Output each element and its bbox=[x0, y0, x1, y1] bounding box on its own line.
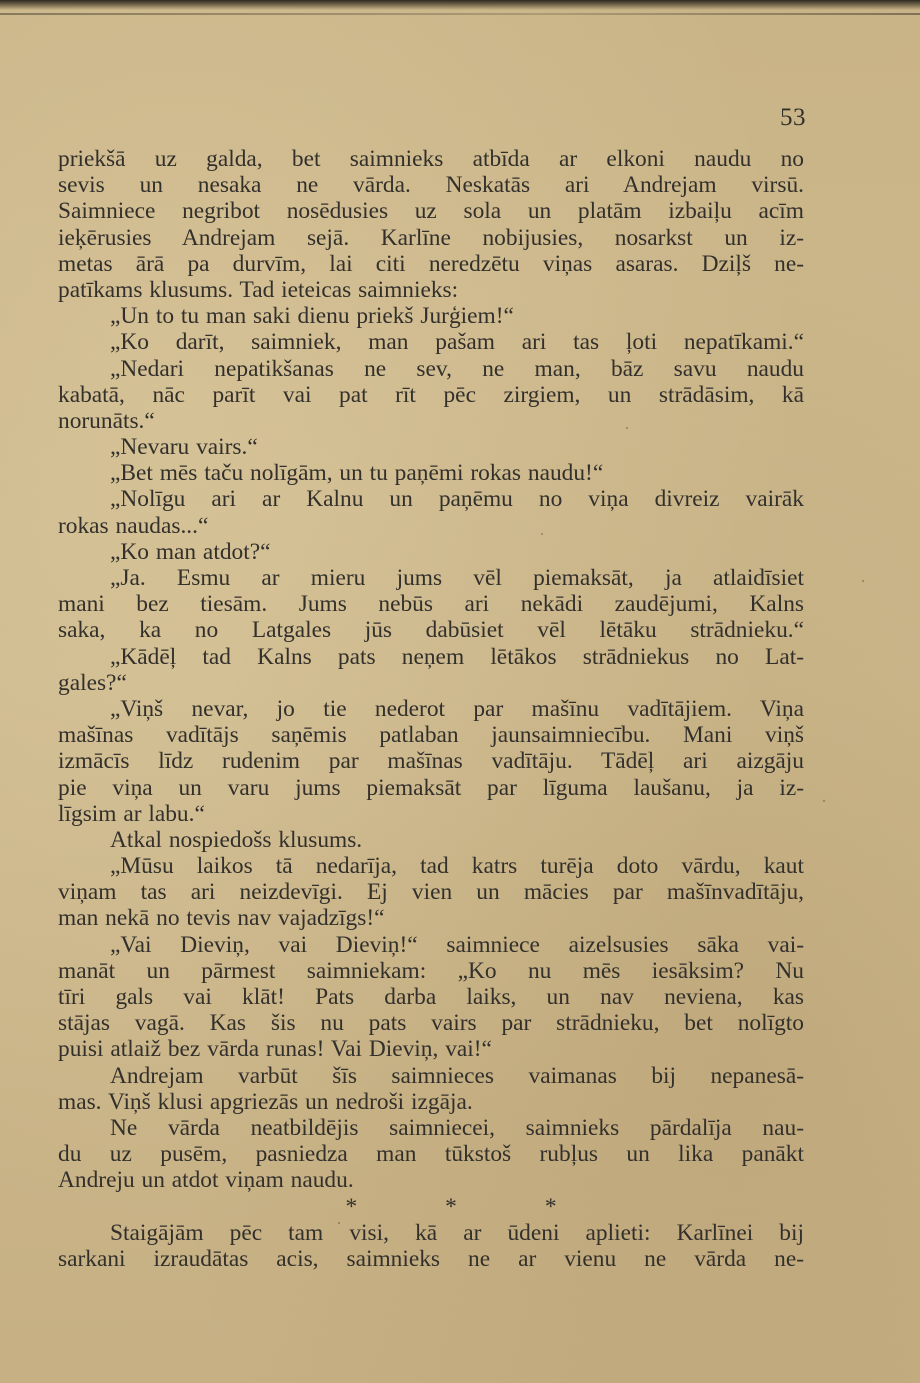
text-line: „Ko man atdot?“ bbox=[110, 538, 271, 565]
paper-speck bbox=[862, 580, 864, 582]
paper-speck bbox=[338, 1222, 340, 1224]
text-line: mani bez tiesām. Jums nebūs ari nekādi zaudējumi, Kalns bbox=[58, 591, 804, 618]
body-text bbox=[58, 146, 804, 1272]
section-separator bbox=[58, 1194, 804, 1220]
text-line: izmācīs līdz rudenim par mašīnas vadītāju. Tādēļ ari aizgāju bbox=[58, 748, 804, 775]
text-line: Ne vārda neatbildējis saimniecei, saimnieks pārdalīja nau- bbox=[110, 1114, 804, 1141]
text-line: Andrejam varbūt šīs saimnieces vaimanas bij nepanesā- bbox=[110, 1062, 804, 1089]
text-line: pie viņa un varu jums piemaksāt par līguma laušanu, ja iz- bbox=[58, 774, 804, 801]
page-top-rule bbox=[0, 13, 920, 15]
text-line: „Kādēļ tad Kalns pats neņem lētākos strādniekus no Lat- bbox=[110, 643, 804, 670]
text-line: mašīnas vadītājs saņēmis patlaban jaunsaimniecību. Mani viņš bbox=[58, 722, 804, 749]
text-line: kabatā, nāc parīt vai pat rīt pēc zirgiem, un strādāsim, kā bbox=[58, 381, 804, 408]
asterisk: * bbox=[445, 1193, 457, 1220]
text-line: sevis un nesaka ne vārda. Neskatās ari Andrejam virsū. bbox=[58, 172, 804, 199]
text-line: man nekā no tevis nav vajadzīgs!“ bbox=[58, 905, 385, 932]
paper-speck bbox=[626, 427, 628, 429]
text-line: Andreju un atdot viņam naudu. bbox=[58, 1167, 354, 1194]
text-line: „Bet mēs taču nolīgām, un tu paņēmi rokas naudu!“ bbox=[110, 460, 604, 487]
text-line: mas. Viņš klusi apgriezās un nedroši izgāja. bbox=[58, 1088, 473, 1115]
text-line: puisi atlaiž bez vārda runas! Vai Dieviņ, vai!“ bbox=[58, 1036, 492, 1063]
text-line: gales?“ bbox=[58, 669, 127, 696]
text-line: „Nedari nepatikšanas ne sev, ne man, bāz savu naudu bbox=[110, 355, 804, 382]
text-line: norunāts.“ bbox=[58, 407, 155, 434]
text-line: Saimniece negribot nosēdusies uz sola un platām izbaiļu acīm bbox=[58, 198, 804, 225]
text-line: „Ko darīt, saimniek, man pašam ari tas ļoti nepatīkami.“ bbox=[110, 329, 804, 356]
text-line: „Mūsu laikos tā nedarīja, tad katrs turēja doto vārdu, kaut bbox=[110, 853, 804, 880]
text-line: saka, ka no Latgales jūs dabūsiet vēl lētāku strādnieku.“ bbox=[58, 617, 804, 644]
text-line: du uz pusēm, pasniedza man tūkstoš rubļus un lika panākt bbox=[58, 1141, 804, 1168]
paper-speck bbox=[541, 533, 543, 535]
text-line: „Vai Dieviņ, vai Dieviņ!“ saimniece aizelsusies sāka vai- bbox=[110, 931, 804, 958]
text-line: sarkani izraudātas acis, saimnieks ne ar vienu ne vārda ne- bbox=[58, 1245, 804, 1272]
text-line: „Un to tu man saki dienu priekš Jurģiem!“ bbox=[110, 303, 514, 330]
text-line: patīkams klusums. Tad ieteicas saimnieks: bbox=[58, 276, 459, 303]
text-line: Atkal nospiedošs klusums. bbox=[110, 826, 363, 853]
text-line: viņam tas ari neizdevīgi. Ej vien un mācies par mašīnvadītāju, bbox=[58, 879, 804, 906]
text-line: ieķērusies Andrejam sejā. Karlīne nobijusies, nosarkst un iz- bbox=[58, 224, 804, 251]
paper-speck bbox=[823, 800, 825, 802]
page-top-edge bbox=[0, 0, 920, 10]
text-line: līgsim ar labu.“ bbox=[58, 800, 205, 827]
text-line: manāt un pārmest saimniekam: „Ko nu mēs iesāksim? Nu bbox=[58, 957, 804, 984]
text-line: stājas vagā. Kas šis nu pats vairs par strādnieku, bet nolīgto bbox=[58, 1010, 804, 1037]
text-line: priekšā uz galda, bet saimnieks atbīda ar elkoni naudu no bbox=[58, 146, 804, 172]
text-line: „Nolīgu ari ar Kalnu un paņēmu no viņa divreiz vairāk bbox=[110, 486, 804, 513]
text-line: metas ārā pa durvīm, lai citi neredzētu viņas asaras. Dziļš ne- bbox=[58, 250, 804, 277]
text-line: Staigājām pēc tam visi, kā ar ūdeni aplieti: Karlīnei bij bbox=[110, 1219, 804, 1246]
asterisk: * bbox=[544, 1193, 557, 1220]
text-line: rokas naudas...“ bbox=[58, 512, 209, 539]
asterisk: * bbox=[345, 1193, 358, 1220]
text-line: tīri gals vai klāt! Pats darba laiks, un nav neviena, kas bbox=[58, 984, 804, 1010]
text-line: „Ja. Esmu ar mieru jums vēl piemaksāt, ja atlaidīsiet bbox=[110, 565, 804, 591]
text-line: „Nevaru vairs.“ bbox=[110, 434, 258, 461]
page-number: 53 bbox=[780, 104, 806, 131]
text-line: „Viņš nevar, jo tie nederot par mašīnu vadītājiem. Viņa bbox=[110, 695, 804, 722]
